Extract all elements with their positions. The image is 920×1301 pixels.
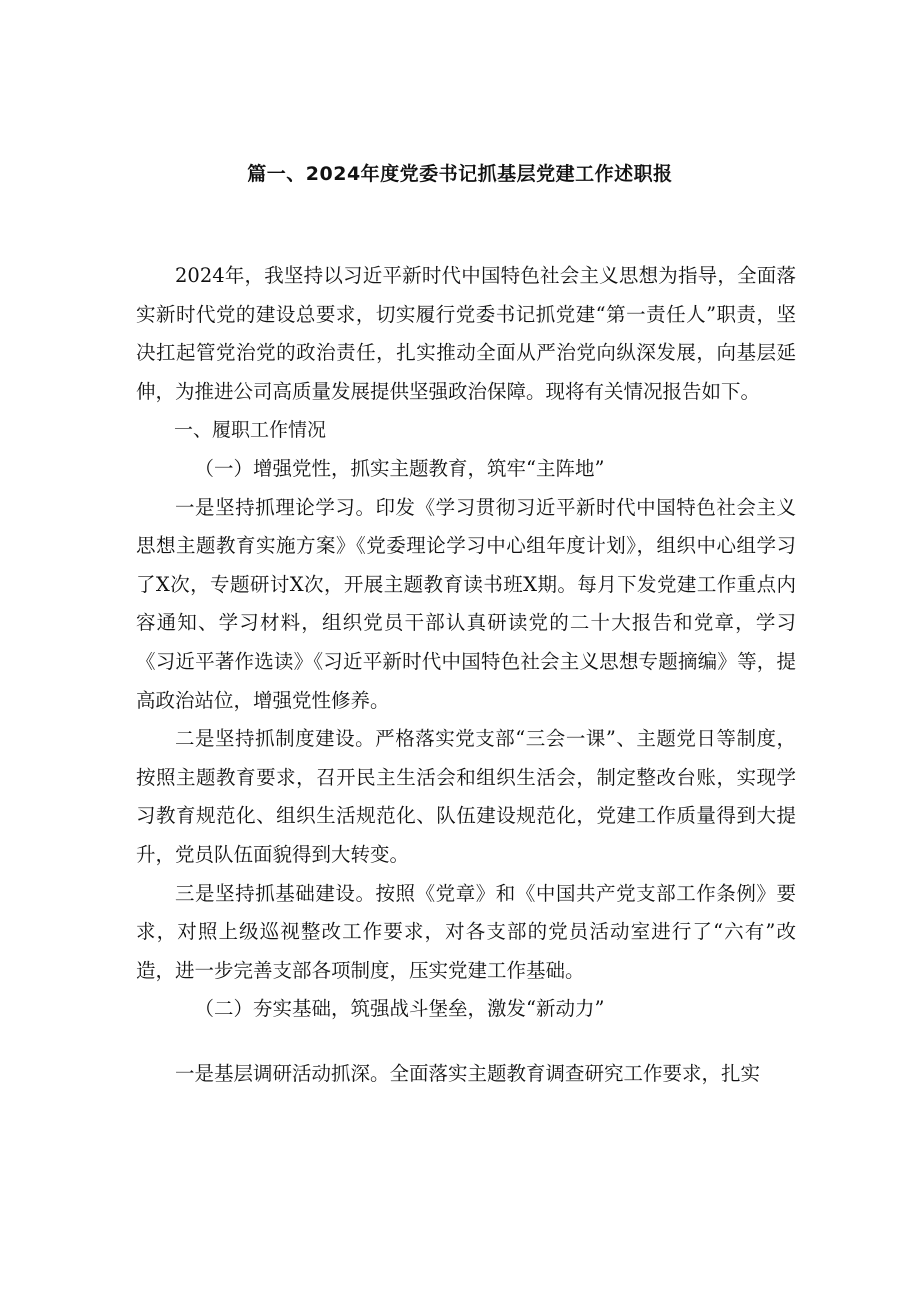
body-paragraph: 一是坚持抓理论学习。印发《学习贯彻习近平新时代中国特色社会主义思想主题教育实施方案》《党委理论学习中心组年度计划》，组织中心组学习了X次，专题研讨X次，开展主题教育读书班X期。每月下发党建工作重点内容通知、学习材料，组织党员干部认真研读党的二十大报告和党章，学习《习近平著作选读》《习近平新时代中国特色社会主义思想专题摘编》等，提高政治站位，增强党性修养。 [136,495,796,712]
body-paragraph: 二是坚持抓制度建设。严格落实党支部“三会一课”、主题党日等制度，按照主题教育要求，召开民主生活会和组织生活会，制定整改台账，实现学习教育规范化、组织生活规范化、队伍建设规范化，党建工作质量得到大提升，党员队伍面貌得到大转变。 [136,727,796,866]
subsection-heading: （一）增强党性，抓实主题教育，筑牢“主阵地” [194,456,605,480]
intro-paragraph: 2024年，我坚持以习近平新时代中国特色社会主义思想为指导，全面落实新时代党的建设总要求，切实履行党委书记抓党建“第一责任人”职责，坚决扛起管党治党的政治责任，扎实推动全面从严治党向纵深发展，向基层延伸，为推进公司高质量发展提供坚强政治保障。现将有关情况报告如下。 [136,264,796,403]
subsection-heading: （二）夯实基础，筑强战斗堡垒，激发“新动力” [194,997,605,1021]
body-paragraph: 三是坚持抓基础建设。按照《党章》和《中国共产党支部工作条例》要求，对照上级巡视整改工作要求，对各支部的党员活动室进行了“六有”改造，进一步完善支部各项制度，压实党建工作基础。 [136,881,796,982]
document-title: 篇一、2024年度党委书记抓基层党建工作述职报 [247,163,673,185]
body-paragraph: 一是基层调研活动抓深。全面落实主题教育调查研究工作要求，扎实 [175,1061,761,1085]
section-heading: 一、履职工作情况 [174,419,327,442]
document-body [136,257,796,1093]
